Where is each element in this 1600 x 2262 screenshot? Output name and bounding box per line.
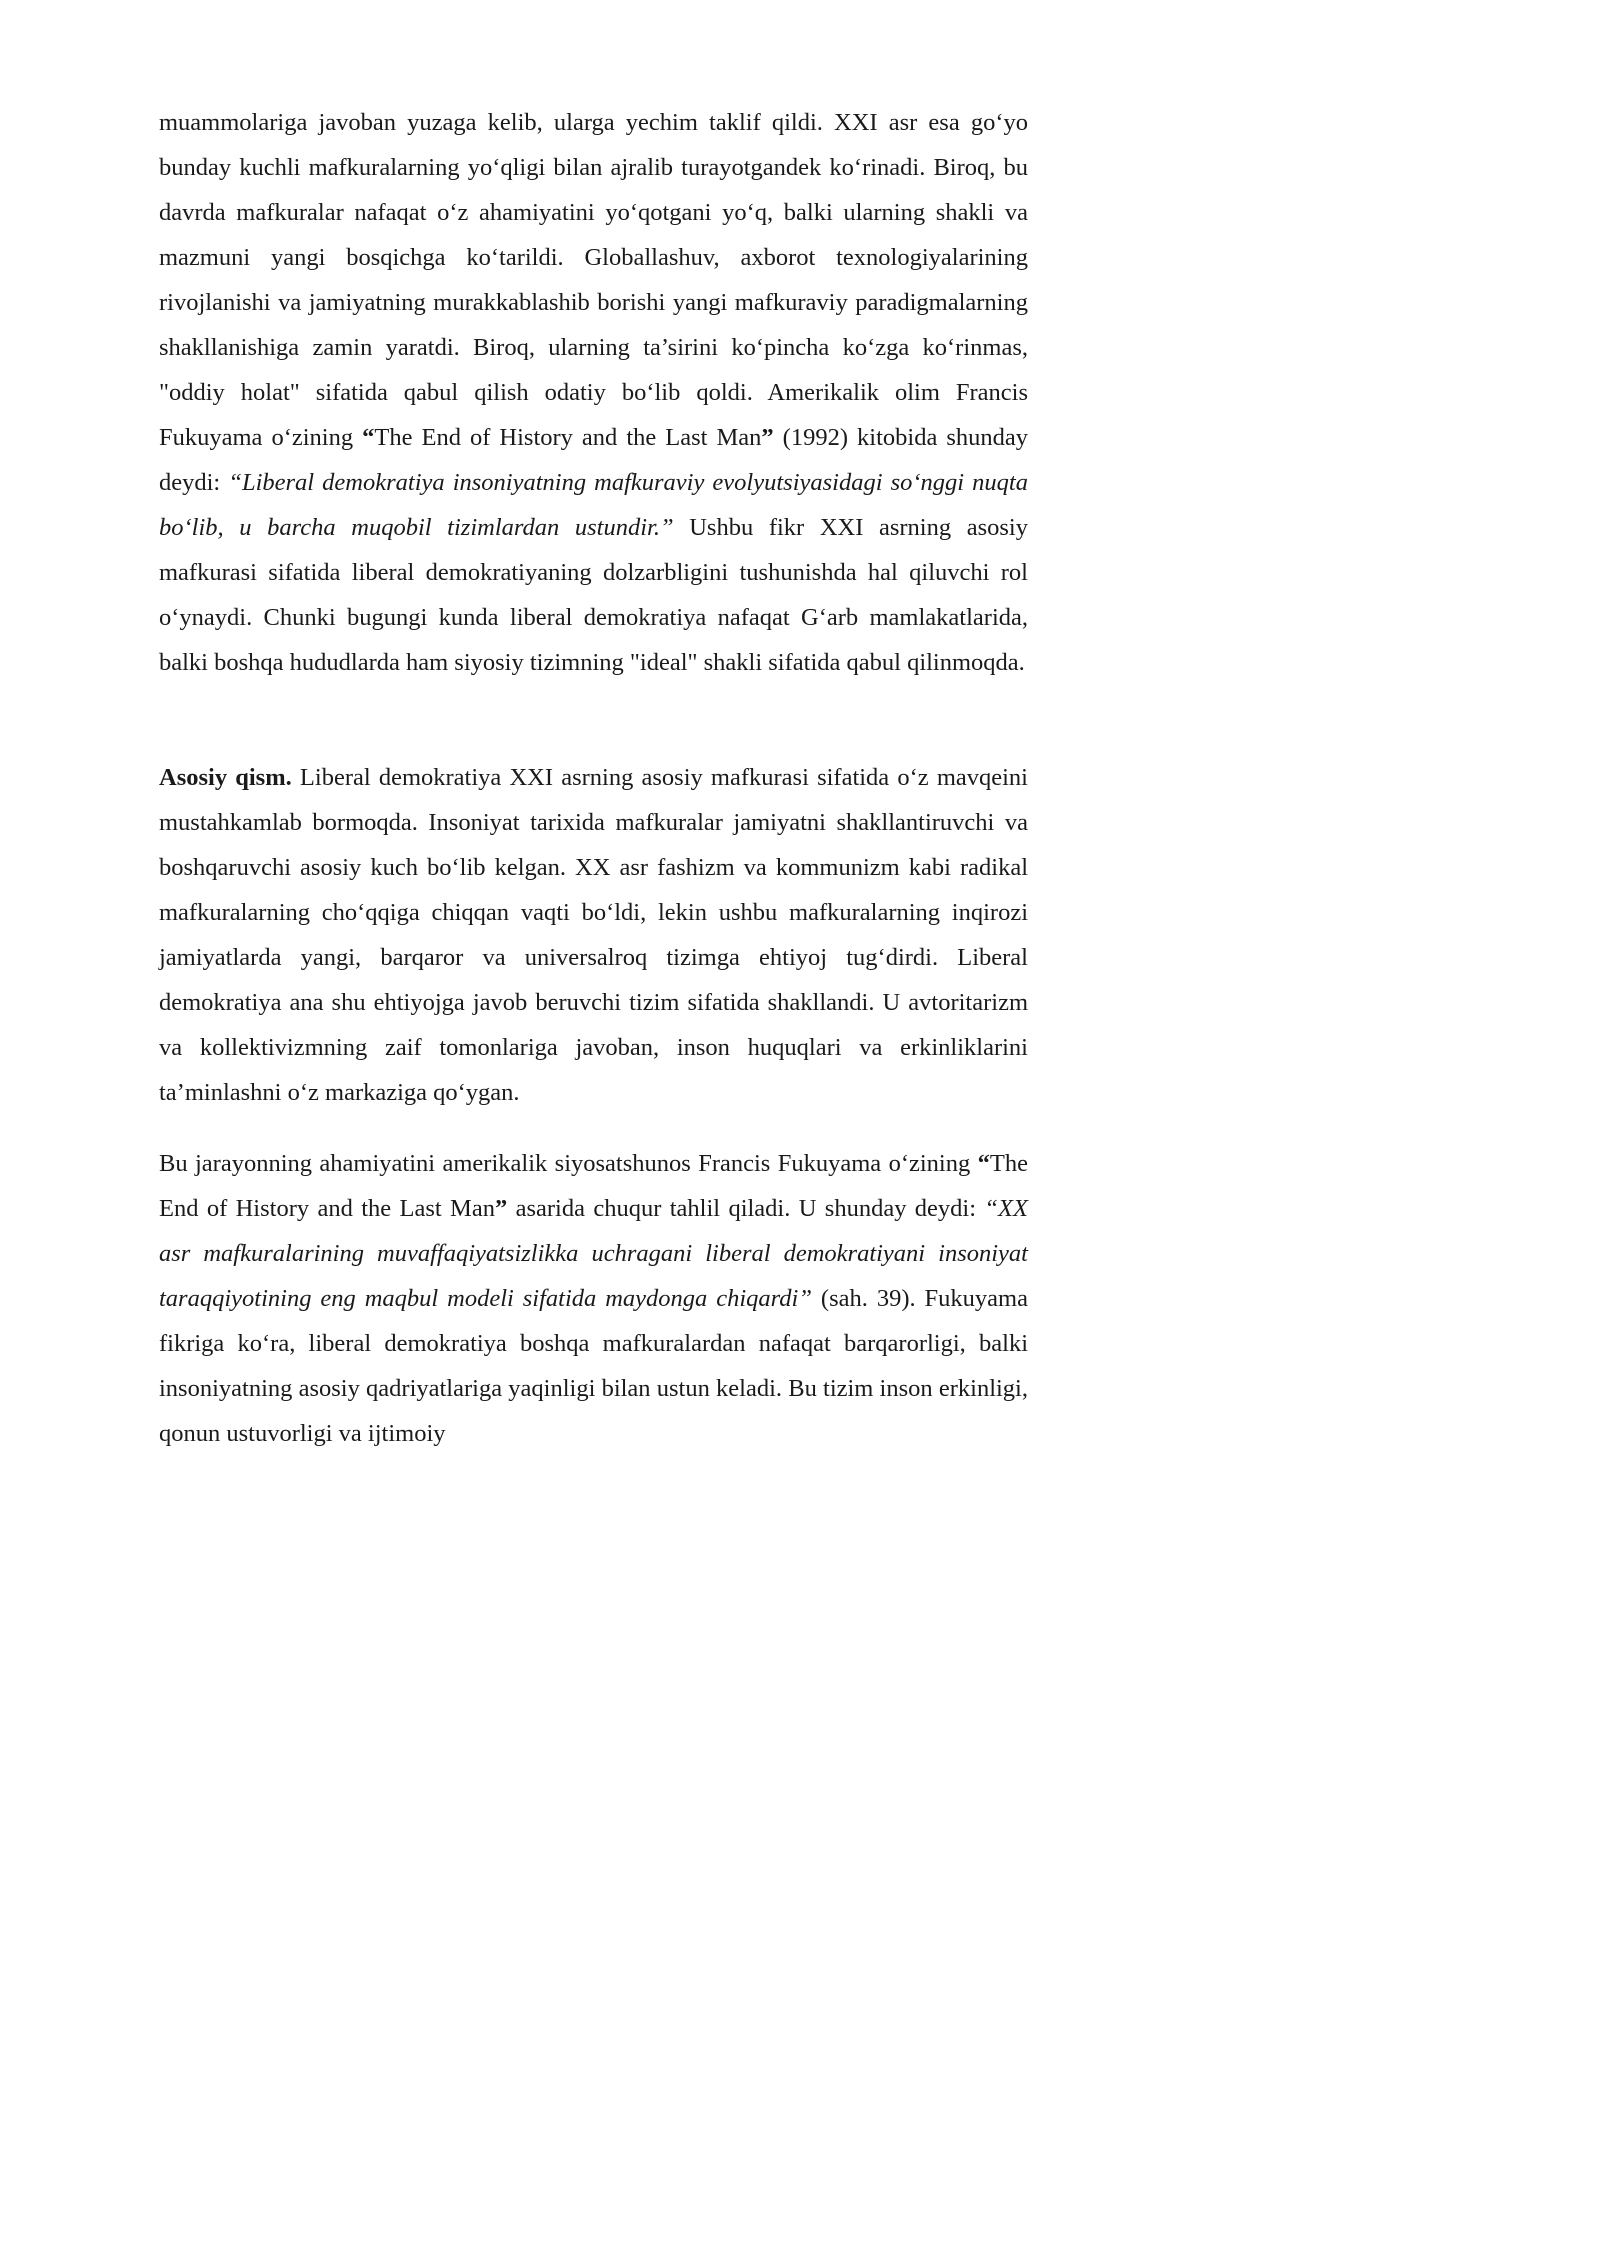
open-quote-mark: “ bbox=[977, 1150, 990, 1177]
text-span: (1992) kitobida shunday deydi: bbox=[159, 424, 1028, 496]
paragraph-fukuyama-analysis bbox=[159, 1141, 1028, 1456]
text-span: Ushbu fikr XXI asrning asosiy mafkurasi sifatida liberal demokratiyaning dolzarbligini tushunishda hal qiluvchi rol o‘ynaydi. Chunki bugungi kunda liberal demokratiya nafaqat G‘arb mamlakatlarida, balki boshqa hududlarda ham siyosiy tizimning "ideal" shakli sifatida qabul qilinmoqda. bbox=[159, 514, 1028, 676]
open-quote-mark: “ bbox=[362, 424, 375, 451]
close-quote-mark: ” bbox=[494, 1195, 508, 1222]
paragraph-intro-continuation bbox=[159, 100, 1028, 685]
section-heading: Asosiy qism. bbox=[159, 764, 292, 791]
italic-quotation: “Liberal demokratiya insoniyatning mafkuraviy evolyutsiyasidagi so‘nggi nuqta bo‘lib, u barcha muqobil tizimlardan ustundir.” bbox=[159, 469, 1028, 541]
document-page bbox=[0, 0, 1100, 1555]
paragraph-main-part bbox=[159, 755, 1028, 1115]
book-title: The End of History and the Last Man bbox=[159, 1150, 1028, 1222]
text-span: (sah. 39). Fukuyama fikriga ko‘ra, liberal demokratiya boshqa mafkuralardan nafaqat barqarorligi, balki insoniyatning asosiy qadriyatlariga yaqinligi bilan ustun keladi. Bu tizim inson erkinligi, qonun ustuvorligi va ijtimoiy bbox=[159, 1285, 1028, 1447]
italic-quotation: “XX asr mafkuralarining muvaffaqiyatsizlikka uchragani liberal demokratiyani insoniyat taraqqiyotining eng maqbul modeli sifatida maydonga chiqardi” bbox=[159, 1195, 1028, 1312]
text-span: Bu jarayonning ahamiyatini amerikalik siyosatshunos Francis Fukuyama o‘zining bbox=[159, 1150, 978, 1177]
text-span: Liberal demokratiya XXI asrning asosiy mafkurasi sifatida o‘z mavqeini mustahkamlab bormoqda. Insoniyat tarixida mafkuralar jamiyatni shakllantiruvchi va boshqaruvchi asosiy kuch bo‘lib kelgan. XX asr fashizm va kommunizm kabi radikal mafkuralarning cho‘qqiga chiqqan vaqti bo‘ldi, lekin ushbu mafkuralarning inqirozi jamiyatlarda yangi, barqaror va universalroq tizimga ehtiyoj tug‘dirdi. Liberal demokratiya ana shu ehtiyojga javob beruvchi tizim sifatida shakllandi. U avtoritarizm va kollektivizmning zaif tomonlariga javoban, inson huquqlari va erkinliklarini ta’minlashni o‘z markaziga qo‘ygan. bbox=[159, 764, 1028, 1106]
text-span: muammolariga javoban yuzaga kelib, ularga yechim taklif qildi. XXI asr esa go‘yo bunday kuchli mafkuralarning yo‘qligi bilan ajralib turayotgandek ko‘rinadi. Biroq, bu davrda mafkuralar nafaqat o‘z ahamiyatini yo‘qotgani yo‘q, balki ularning shakli va mazmuni yangi bosqichga ko‘tarildi. Globallashuv, axborot texnologiyalarining rivojlanishi va jamiyatning murakkablashib borishi yangi mafkuraviy paradigmalarning shakllanishiga zamin yaratdi. Biroq, ularning ta’sirini ko‘pincha ko‘zga ko‘rinmas, "oddiy holat" sifatida qabul qilish odatiy bo‘lib qoldi. Amerikalik olim Francis Fukuyama o‘zining bbox=[159, 109, 1028, 451]
text-span: asarida chuqur tahlil qiladi. U shunday deydi: bbox=[507, 1195, 985, 1222]
close-quote-mark: ” bbox=[761, 424, 774, 451]
book-title: The End of History and the Last Man bbox=[374, 424, 762, 451]
